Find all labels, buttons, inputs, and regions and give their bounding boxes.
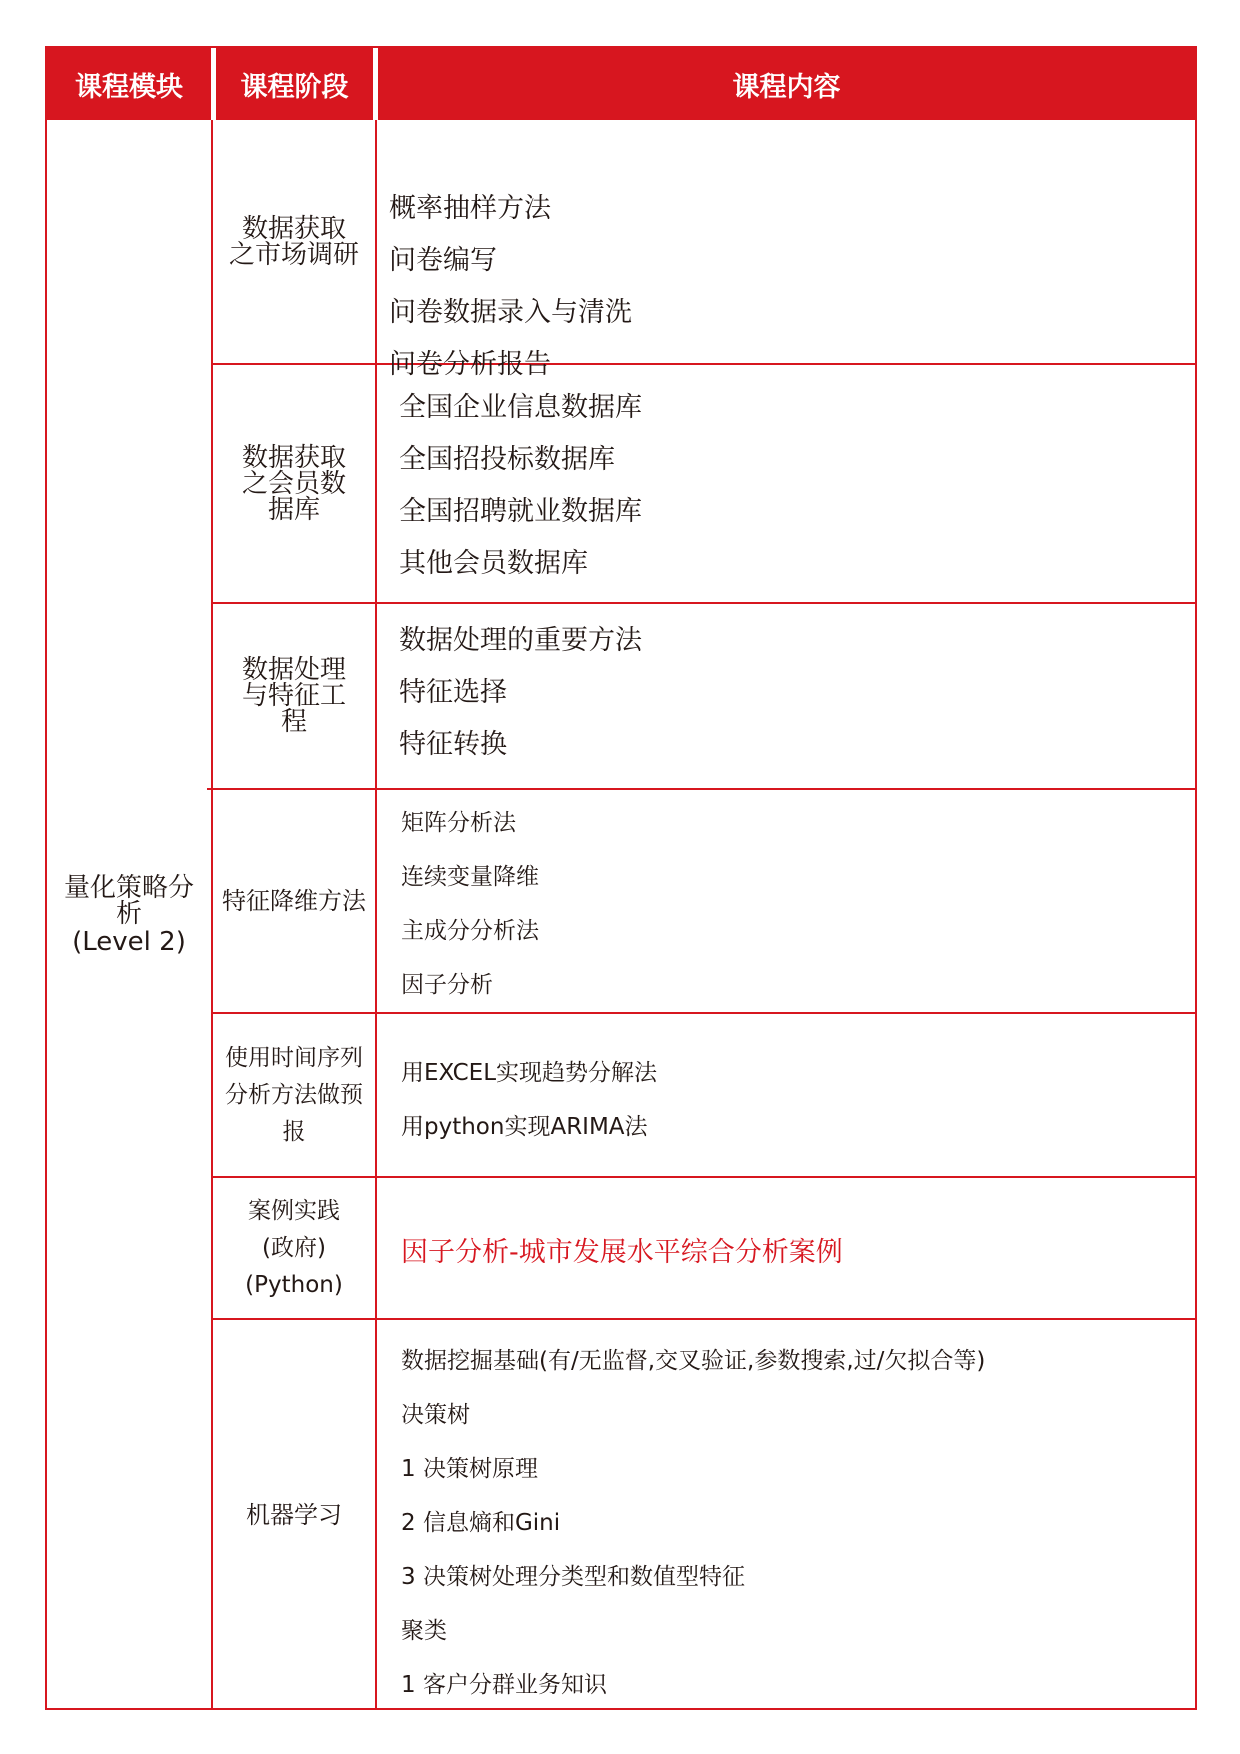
stage-label-line: 程 (280, 707, 307, 737)
content-item: 用EXCEL实现趋势分解法 (401, 1060, 658, 1086)
stage-label-line: 分析方法做预 (225, 1081, 363, 1108)
content-cell (377, 1320, 1195, 1710)
content-item: 矩阵分析法 (401, 810, 516, 836)
course-table (45, 46, 1197, 1710)
stage-cell-case-study (213, 1178, 375, 1318)
stage-label-line: 数据处理 (241, 655, 346, 685)
case-study-title: 因子分析-城市发展水平综合分析案例 (401, 1237, 843, 1268)
content-item: 2 信息熵和Gini (401, 1510, 561, 1536)
module-label-line: 析 (115, 899, 142, 929)
content-item: 3 决策树处理分类型和数值型特征 (401, 1564, 745, 1590)
stage-label-line: (政府) (262, 1234, 326, 1261)
content-cell (377, 790, 1195, 1012)
content-item: 聚类 (401, 1618, 447, 1644)
content-item: 特征转换 (399, 729, 507, 760)
module-cell (47, 120, 211, 1710)
stage-cell-machine-learning (213, 1320, 375, 1710)
stage-label-line: 机器学习 (246, 1501, 342, 1529)
content-item: 数据处理的重要方法 (399, 625, 642, 656)
content-item: 全国招投标数据库 (399, 444, 615, 475)
content-cell (377, 120, 1195, 380)
content-item: 全国企业信息数据库 (399, 392, 642, 423)
module-label-line: 量化策略分 (63, 873, 194, 903)
content-cell (377, 604, 1195, 788)
stage-label-line: 与特征工 (241, 681, 346, 711)
content-item: 问卷编写 (389, 245, 497, 276)
header-module: 课程模块 (47, 48, 211, 120)
content-item: 概率抽样方法 (389, 193, 551, 224)
content-cell (377, 1178, 1195, 1318)
content-item: 用python实现ARIMA法 (401, 1114, 648, 1140)
content-item: 因子分析 (401, 972, 493, 998)
stage-cell-market-research (213, 120, 375, 363)
stage-label-line: 据库 (267, 494, 320, 525)
stage-cell-member-database (213, 365, 375, 602)
stage-label-line: 特征降维方法 (222, 887, 366, 915)
stage-label-line: 案例实践 (247, 1197, 340, 1224)
stage-cell-feature-engineering (213, 604, 375, 788)
stage-label-line: 之市场调研 (228, 239, 359, 270)
content-item: 1 客户分群业务知识 (401, 1672, 607, 1698)
content-item: 主成分分析法 (401, 918, 539, 944)
stage-label-line: 数据获取 (241, 213, 346, 244)
content-cell (377, 1014, 1195, 1176)
stage-label-line: 数据获取 (241, 442, 346, 473)
content-item: 全国招聘就业数据库 (399, 496, 642, 527)
content-item: 决策树 (401, 1402, 470, 1428)
content-item: 其他会员数据库 (399, 548, 588, 579)
content-item: 连续变量降维 (401, 864, 539, 890)
content-item: 问卷数据录入与清洗 (389, 297, 632, 328)
content-cell (377, 365, 1195, 602)
stage-cell-time-series (213, 1014, 375, 1176)
content-item: 特征选择 (399, 677, 507, 708)
stage-cell-dimensionality-reduction (213, 790, 375, 1012)
module-level-label: (Level 2) (72, 927, 186, 957)
stage-label-line: 之会员数 (241, 468, 346, 499)
stage-label-line: 使用时间序列 (225, 1044, 363, 1071)
content-item: 数据挖掘基础(有/无监督,交叉验证,参数搜索,过/欠拟合等) (401, 1348, 986, 1374)
stage-label-line: (Python) (245, 1271, 343, 1298)
header-content: 课程内容 (378, 48, 1195, 120)
content-item: 1 决策树原理 (401, 1456, 538, 1482)
content-item: 问卷分析报告 (389, 349, 551, 380)
header-stage: 课程阶段 (216, 48, 373, 120)
stage-label-line: 报 (282, 1118, 306, 1145)
